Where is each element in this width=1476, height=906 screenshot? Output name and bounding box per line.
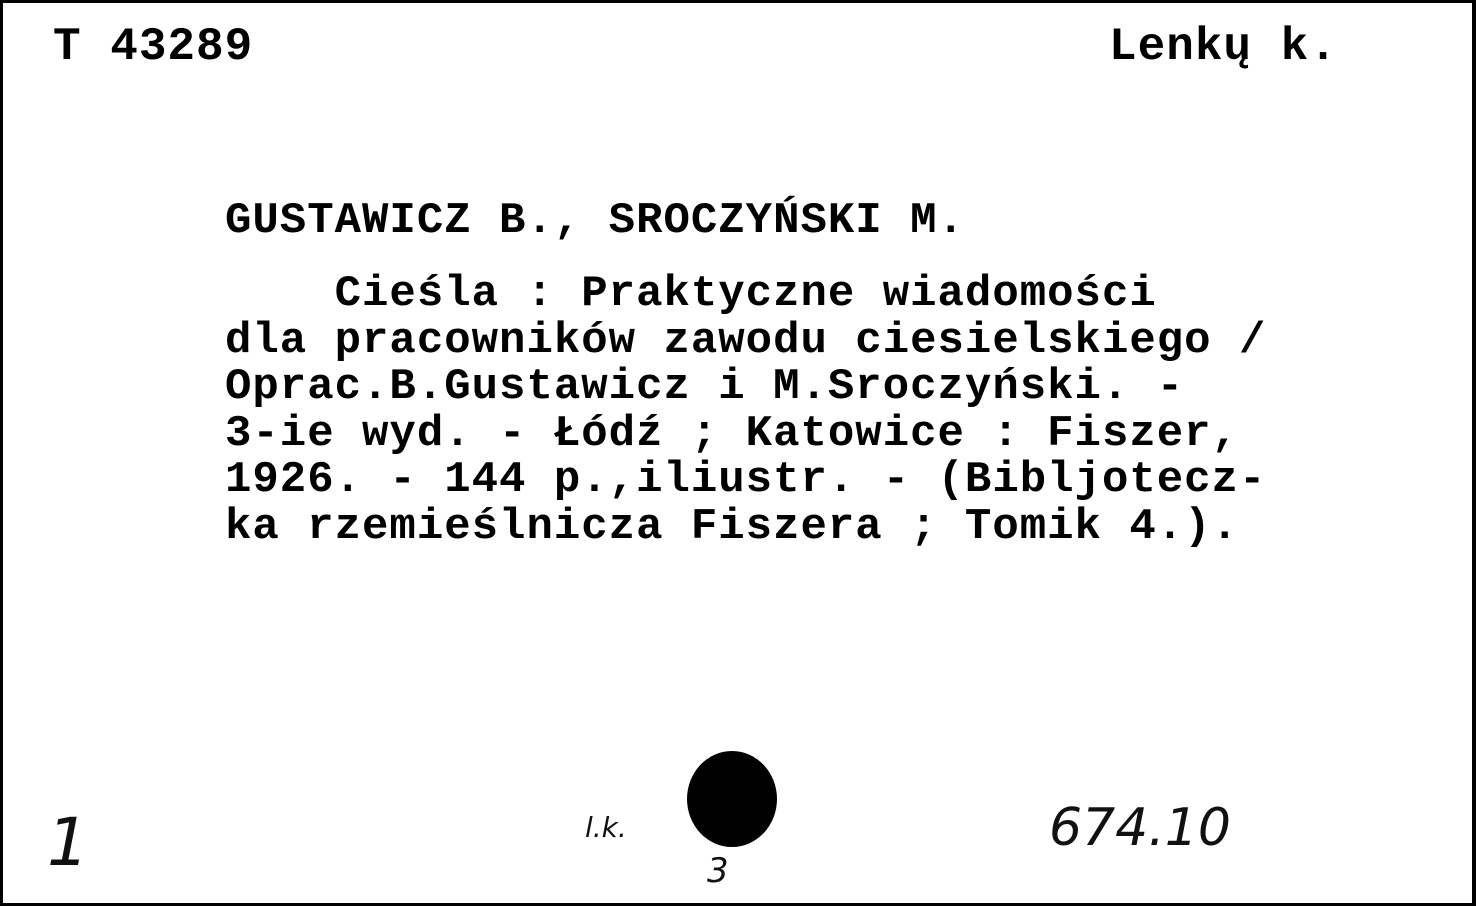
punch-hole xyxy=(687,751,777,847)
description-line: 1926. - 144 p.,iliustr. - (Bibljotecz- xyxy=(225,455,1267,505)
bibliographic-description xyxy=(225,271,1425,550)
handwritten-location-note: l.k. xyxy=(585,811,627,844)
shelf-mark: T 43289 xyxy=(53,21,254,73)
handwritten-class-number: 674.10 xyxy=(1049,798,1231,858)
handwritten-tally: 1 xyxy=(47,804,89,881)
author-heading: GUSTAWICZ B., SROCZYŃSKI M. xyxy=(225,196,965,246)
description-line: 3-ie wyd. - Łódź ; Katowice : Fiszer, xyxy=(225,408,1239,459)
language-note: Lenkų k. xyxy=(1109,21,1338,73)
handwritten-copies: 3 xyxy=(707,851,729,891)
description-line: dla pracowników zawodu ciesielskiego / xyxy=(225,315,1267,366)
description-line: ka rzemieślnicza Fiszera ; Tomik 4.). xyxy=(225,501,1239,552)
description-line: Oprac.B.Gustawicz i M.Sroczyński. - xyxy=(225,362,1185,412)
description-line: Cieśla : Praktyczne wiadomości xyxy=(225,269,1157,319)
